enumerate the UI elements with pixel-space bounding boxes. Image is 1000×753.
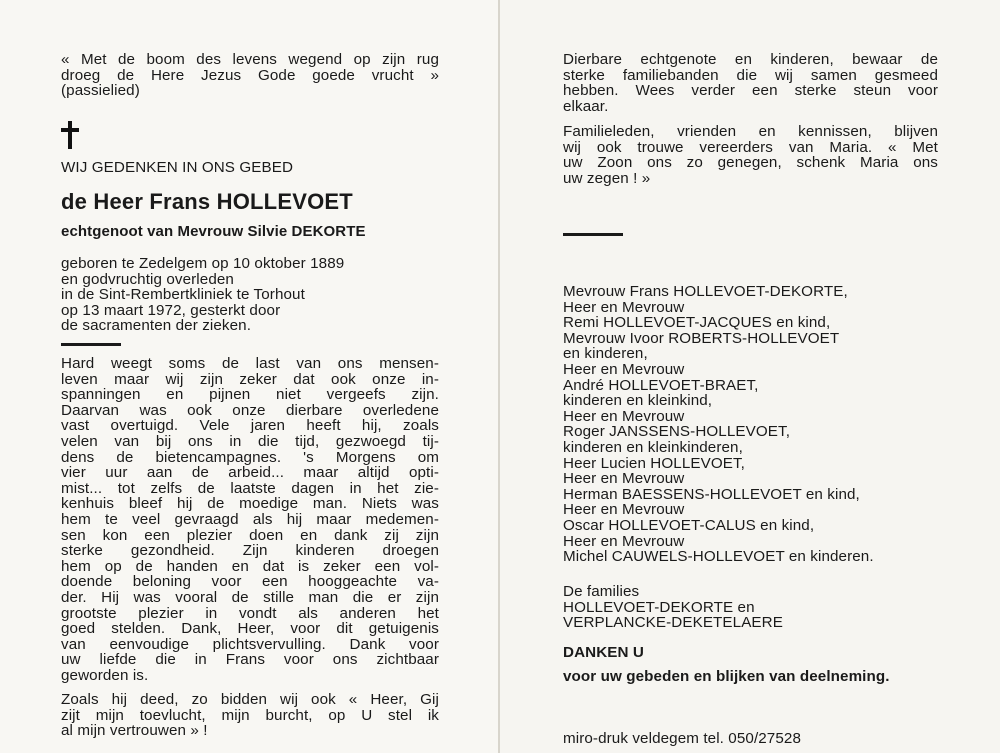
deceased-name: de Heer Frans HOLLEVOET	[61, 189, 353, 214]
tribute-line: der. Hij was vooral de stille man die er zijn	[61, 588, 439, 606]
tribute-line: dens de bietencampagnes. 's Morgens om	[61, 448, 439, 466]
spouse-message	[563, 52, 938, 114]
tribute-line: Daarvan was ook onze dierbare overledene	[61, 401, 439, 419]
birth-death-details	[61, 256, 439, 334]
mourners-list	[563, 284, 943, 565]
tribute-line: sen kon een plezier doen en dank zij zijn	[61, 526, 439, 544]
tribute-line: velen van bij ons in die tijd, gezwoegd tij-	[61, 432, 439, 450]
mourner-line: kinderen en kleinkind,	[563, 392, 713, 410]
tribute-line: Hard weegt soms de last van ons mensen-	[61, 355, 439, 372]
tribute-line: van eenvoudige plichtsvervulling. Dank voor	[61, 635, 439, 653]
remember-heading: WIJ GEDENKEN IN ONS GEBED	[61, 159, 294, 176]
mourner-line: Remi HOLLEVOET-JACQUES en kind,	[563, 314, 831, 332]
tribute-line: vast overtuigd. Vele jaren heeft hij, zoals	[61, 417, 439, 435]
message-line: Dierbare echtgenote en kinderen, bewaar de	[563, 51, 938, 68]
families-line: VERPLANCKE-DEKETELAERE	[563, 614, 783, 632]
tribute-line: mist... tot zelfs de laatste dagen in het zie-	[61, 479, 439, 497]
mourner-line: kinderen en kleinkinderen,	[563, 438, 743, 456]
mourner-line: Mevrouw Frans HOLLEVOET-DEKORTE,	[563, 283, 848, 300]
families-line: HOLLEVOET-DEKORTE en	[563, 598, 755, 616]
families-block	[563, 584, 943, 631]
message-line: elkaar.	[563, 97, 609, 115]
tribute-line: hem op de handen en dat is zeker een vol-	[61, 557, 439, 575]
message-line: uw zegen ! »	[563, 169, 651, 187]
quote-line: droeg de Here Jezus Gode goede vrucht »	[61, 66, 439, 84]
prayer-line: zijt mijn toevlucht, mijn burcht, op U stel ik	[61, 706, 439, 724]
mourner-line: André HOLLEVOET-BRAET,	[563, 376, 759, 394]
right-divider	[563, 233, 623, 236]
mourner-line: Michel CAUWELS-HOLLEVOET en kinderen.	[563, 548, 874, 566]
detail-line: en godvruchtig overleden	[61, 270, 234, 288]
tribute-line: spanningen en pijnen niet vergeefs zijn.	[61, 386, 439, 404]
detail-line: in de Sint-Rembertkliniek te Torhout	[61, 286, 305, 304]
latin-cross-icon	[61, 121, 79, 149]
mourner-line: Heer en Mevrouw	[563, 360, 685, 378]
closing-prayer	[61, 692, 439, 739]
prayer-line: al mijn vertrouwen » !	[61, 722, 208, 740]
tribute-line: leven maar wij zijn zeker dat ook onze in-	[61, 370, 439, 388]
tribute-line: doende beloning voor een hooggeachte va-	[61, 573, 439, 591]
message-line: wij ook trouwe vereerders van Maria. « Met	[563, 138, 938, 156]
tribute-line: kenhuis bleef hij de moedige man. Niets was	[61, 495, 439, 513]
tribute-line: uw liefde die in Frans voor ons zichtbaar	[61, 651, 439, 669]
left-divider	[61, 343, 121, 346]
tribute-line: vier uur aan de arbeid... maar altijd opti-	[61, 464, 439, 482]
thanks-text: voor uw gebeden en blijken van deelneming.	[563, 668, 890, 685]
tribute-line: goed stelden. Dank, Heer, voor dit getuigenis	[61, 620, 439, 638]
mourner-line: Roger JANSSENS-HOLLEVOET,	[563, 423, 791, 441]
quote-line: « Met de boom des levens wegend op zijn rug	[61, 51, 439, 68]
mourner-line: Heer Lucien HOLLEVOET,	[563, 454, 746, 472]
mourner-line: Heer en Mevrouw	[563, 298, 685, 316]
quote-source: (passielied)	[61, 82, 140, 100]
spouse-line: echtgenoot van Mevrouw Silvie DEKORTE	[61, 223, 366, 240]
family-message	[563, 124, 938, 186]
mourner-line: Mevrouw Ivoor ROBERTS-HOLLEVOET	[563, 329, 840, 347]
thanks-title: DANKEN U	[563, 644, 644, 661]
passion-quote	[61, 52, 439, 99]
tribute-line: grootste plezier in vondt als anderen het	[61, 604, 439, 622]
mourner-line: Heer en Mevrouw	[563, 407, 685, 425]
prayer-line: Zoals hij deed, zo bidden wij ook « Heer, Gij	[61, 691, 439, 708]
tribute-line: geworden is.	[61, 666, 149, 684]
printer-credit: miro-druk veldegem tel. 050/27528	[563, 730, 801, 747]
message-line: Familieleden, vrienden en kennissen, blijven	[563, 123, 938, 140]
message-line: uw Zoon ons zo genegen, schenk Maria ons	[563, 154, 938, 172]
tribute-line: sterke gezondheid. Zijn kinderen droegen	[61, 542, 439, 560]
detail-line: de sacramenten der zieken.	[61, 317, 252, 335]
tribute-line: hem te veel gevraagd als hij maar medemen-	[61, 510, 439, 528]
mourner-line: Heer en Mevrouw	[563, 501, 685, 519]
mourner-line: Oscar HOLLEVOET-CALUS en kind,	[563, 516, 815, 534]
message-line: sterke familiebanden die wij samen gesmeed	[563, 66, 938, 84]
message-line: hebben. Wees verder een sterke steun voor	[563, 82, 938, 100]
detail-line: geboren te Zedelgem op 10 oktober 1889	[61, 255, 345, 272]
mourner-line: Heer en Mevrouw	[563, 470, 685, 488]
tribute-text	[61, 356, 439, 683]
mourner-line: Herman BAESSENS-HOLLEVOET en kind,	[563, 485, 860, 503]
detail-line: op 13 maart 1972, gesterkt door	[61, 301, 281, 319]
mourner-line: en kinderen,	[563, 345, 648, 363]
families-line: De families	[563, 583, 640, 600]
mourner-line: Heer en Mevrouw	[563, 532, 685, 550]
